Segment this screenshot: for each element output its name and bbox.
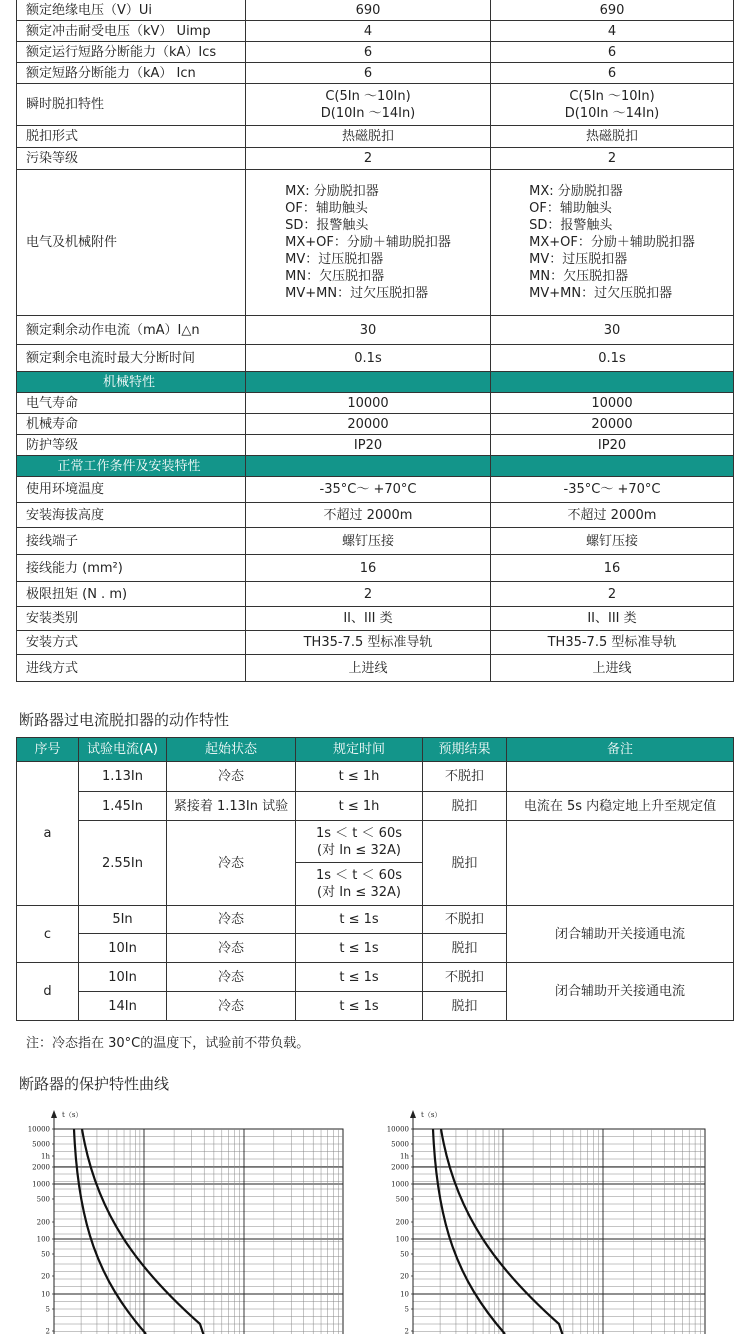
test-current: 5In — [79, 906, 167, 934]
spec-row — [17, 555, 734, 582]
spec-value-col1 — [246, 631, 491, 655]
tick-label: 2 — [45, 1327, 50, 1334]
plot-frame — [413, 1129, 705, 1334]
spec-value: 热磁脱扣 — [341, 129, 394, 144]
spec-row — [17, 63, 734, 84]
spec-value-col1 — [246, 21, 491, 42]
tick-label: 200 — [36, 1218, 50, 1227]
spec-value: -35°C～ +70°C — [319, 482, 417, 497]
spec-value-col2 — [491, 477, 734, 503]
spec-value-col2 — [491, 655, 734, 682]
table-row — [17, 762, 734, 792]
spec-value: 螺钉压接 — [341, 533, 394, 549]
test-current: 1.13In — [79, 762, 167, 792]
spec-value: 16 — [359, 560, 377, 576]
y-axis-arrow — [51, 1110, 57, 1118]
y-axis-arrow — [410, 1110, 416, 1118]
spec-value-col2 — [491, 393, 734, 414]
spec-value-col2 — [491, 435, 734, 456]
section-row — [17, 372, 734, 393]
spec-label: 极限扭矩 (N . m) — [17, 582, 246, 607]
spec-value: 16 — [603, 560, 621, 576]
tick-label: 5 — [404, 1305, 409, 1314]
spec-value-col2 — [491, 345, 734, 372]
tick-label: 50 — [41, 1250, 50, 1259]
header-state: 起始状态 — [167, 738, 296, 762]
spec-row — [17, 477, 734, 503]
spec-row — [17, 126, 734, 148]
table-row — [17, 792, 734, 821]
trip-table — [16, 737, 734, 1021]
spec-value-col1 — [246, 582, 491, 607]
spec-row — [17, 345, 734, 372]
spec-value: 6 — [607, 65, 617, 81]
start-state: 冷态 — [167, 992, 296, 1021]
spec-label: 额定绝缘电压（V）Ui — [17, 0, 246, 21]
time-limit: t ≤ 1s — [296, 963, 423, 992]
spec-value: 上进线 — [348, 660, 388, 676]
spec-value: 20000 — [347, 416, 389, 432]
accessory-item: MX+OF：分励＋辅助脱扣器 — [285, 235, 451, 250]
spec-label: 电气及机械附件 — [17, 170, 246, 316]
spec-value-col1 — [246, 555, 491, 582]
spec-row — [17, 414, 734, 435]
accessory-item: MX+OF：分励＋辅助脱扣器 — [529, 235, 695, 250]
header-current: 试验电流(A) — [79, 738, 167, 762]
spec-value: 10000 — [347, 395, 389, 411]
spec-value-col1 — [246, 414, 491, 435]
group-label: c — [17, 906, 79, 963]
trip-curve-c: C(5In ～10In) — [325, 88, 411, 104]
expected-result: 脱扣 — [423, 792, 507, 821]
spec-label: 额定运行短路分断能力（kA）Ics — [17, 42, 246, 63]
spec-row — [17, 21, 734, 42]
accessory-item: MN：欠压脱扣器 — [285, 269, 385, 284]
spec-value: TH35-7.5 型标准导轨 — [303, 635, 433, 650]
spec-value: 6 — [607, 44, 617, 60]
spec-label: 接线端子 — [17, 528, 246, 555]
spec-label: 脱扣形式 — [17, 126, 246, 148]
spec-value: IP20 — [353, 437, 383, 453]
cold-state-note: 注：冷态指在 30°C的温度下，试验前不带负载。 — [26, 1036, 310, 1051]
plot-frame — [54, 1129, 343, 1334]
axis-label: t（s） — [62, 1111, 83, 1119]
remark: 闭合辅助开关接通电流 — [507, 906, 734, 963]
protection-curve-chart-left — [18, 1104, 348, 1334]
spec-label: 额定剩余动作电流（mA）I△n — [17, 316, 246, 345]
spec-value: 0.1s — [598, 350, 626, 366]
expected-result: 不脱扣 — [423, 762, 507, 792]
spec-value-col1 — [246, 477, 491, 503]
table-row — [17, 963, 734, 992]
spec-row — [17, 435, 734, 456]
spec-value-col1 — [246, 316, 491, 345]
spec-table — [16, 0, 734, 682]
spec-value-col1 — [246, 345, 491, 372]
spec-value: 4 — [607, 23, 617, 39]
spec-value: -35°C～ +70°C — [563, 482, 661, 497]
spec-row — [17, 631, 734, 655]
spec-value-col1 — [246, 63, 491, 84]
accessory-item: MV：过压脱扣器 — [285, 252, 384, 267]
spec-value: 2 — [363, 151, 373, 166]
spec-value-col2 — [491, 42, 734, 63]
expected-result: 脱扣 — [423, 992, 507, 1021]
expected-result: 脱扣 — [423, 821, 507, 906]
tick-label: 1000 — [391, 1180, 409, 1189]
section-fill — [491, 372, 734, 393]
spec-row — [17, 655, 734, 682]
trip-curve-d: D(10In ～14In) — [564, 105, 660, 121]
spec-label: 额定短路分断能力（kA） Icn — [17, 63, 246, 84]
spec-value-col2 — [491, 582, 734, 607]
remark — [507, 762, 734, 792]
spec-value-col2 — [491, 316, 734, 345]
spec-value: 30 — [359, 322, 377, 338]
spec-row — [17, 84, 734, 126]
accessory-item: MX: 分励脱扣器 — [285, 184, 379, 199]
spec-value-col2 — [491, 414, 734, 435]
table-row — [17, 821, 734, 863]
time-range: 1s ＜ t ＜ 60s — [316, 868, 402, 883]
spec-value: 2 — [363, 586, 373, 602]
tick-label: 5 — [45, 1305, 50, 1314]
spec-row — [17, 0, 734, 21]
spec-row — [17, 170, 734, 316]
tick-label: 5000 — [32, 1140, 50, 1149]
remark — [507, 821, 734, 906]
section-title — [17, 456, 246, 477]
spec-value-col2 — [491, 503, 734, 528]
spec-value: 2 — [607, 586, 617, 602]
start-state: 紧接着 1.13In 试验 — [167, 792, 296, 821]
spec-row — [17, 393, 734, 414]
tick-label: 1h — [400, 1152, 409, 1161]
group-label: a — [17, 762, 79, 906]
spec-row — [17, 148, 734, 170]
header-result: 预期结果 — [423, 738, 507, 762]
tick-label: 500 — [36, 1195, 50, 1204]
time-limit: t ≤ 1s — [296, 906, 423, 934]
spec-label: 进线方式 — [17, 655, 246, 682]
tick-label: 2000 — [32, 1163, 50, 1172]
spec-value: 不超过 2000m — [323, 507, 413, 523]
trip-curve-upper — [82, 1129, 204, 1334]
time-limit: t ≤ 1s — [296, 992, 423, 1021]
time-limit: t ≤ 1s — [296, 934, 423, 963]
start-state: 冷态 — [167, 963, 296, 992]
spec-value: II、III 类 — [587, 611, 637, 626]
spec-value-col2 — [491, 555, 734, 582]
spec-value-col1 — [246, 503, 491, 528]
start-state: 冷态 — [167, 762, 296, 792]
spec-label: 电气寿命 — [17, 393, 246, 414]
spec-label: 额定剩余电流时最大分断时间 — [17, 345, 246, 372]
spec-row — [17, 582, 734, 607]
accessory-item: MV+MN：过欠压脱扣器 — [529, 286, 673, 301]
spec-value: 10000 — [591, 395, 633, 411]
spec-value: II、III 类 — [343, 611, 393, 626]
spec-value-col1 — [246, 42, 491, 63]
spec-value: TH35-7.5 型标准导轨 — [547, 635, 677, 650]
tick-label: 50 — [400, 1250, 409, 1259]
trip-curve-d: D(10In ～14In) — [320, 105, 416, 121]
test-current: 2.55In — [79, 821, 167, 906]
spec-label: 污染等级 — [17, 148, 246, 170]
protection-curve-chart-right — [380, 1104, 710, 1334]
spec-value: 不超过 2000m — [567, 507, 657, 523]
spec-row — [17, 316, 734, 345]
spec-label: 安装海拔高度 — [17, 503, 246, 528]
spec-value-col2 — [491, 21, 734, 42]
section-fill — [491, 456, 734, 477]
spec-value-col1 — [246, 0, 491, 21]
spec-label: 防护等级 — [17, 435, 246, 456]
start-state: 冷态 — [167, 934, 296, 963]
header-note: 备注 — [507, 738, 734, 762]
tick-label: 10 — [41, 1290, 50, 1299]
section-title-text: 正常工作条件及安装特性 — [57, 458, 201, 474]
spec-value: 30 — [603, 322, 621, 338]
group-label: d — [17, 963, 79, 1021]
header-index: 序号 — [17, 738, 79, 762]
spec-label: 机械寿命 — [17, 414, 246, 435]
spec-value: 690 — [599, 2, 625, 18]
time-condition: (对 In ≤ 32A) — [317, 842, 401, 858]
spec-row — [17, 503, 734, 528]
tick-label: 1000 — [32, 1180, 50, 1189]
time-limit — [296, 863, 423, 906]
spec-value: 6 — [363, 65, 373, 81]
spec-value-col2 — [491, 170, 734, 316]
accessory-item: OF：辅助触头 — [285, 201, 368, 216]
spec-label: 瞬时脱扣特性 — [17, 84, 246, 126]
spec-value-col1 — [246, 607, 491, 631]
test-current: 14In — [79, 992, 167, 1021]
spec-label: 额定冲击耐受电压（kV） Uimp — [17, 21, 246, 42]
tick-label: 2000 — [391, 1163, 409, 1172]
spec-value: 0.1s — [354, 350, 382, 366]
spec-value: 热磁脱扣 — [585, 129, 638, 144]
expected-result: 不脱扣 — [423, 906, 507, 934]
spec-value: 上进线 — [592, 660, 632, 676]
spec-value-col1 — [246, 84, 491, 126]
spec-value-col2 — [491, 528, 734, 555]
tick-label: 10000 — [386, 1125, 409, 1134]
spec-row — [17, 528, 734, 555]
spec-value-col1 — [246, 435, 491, 456]
spec-value: 6 — [363, 44, 373, 60]
spec-value-col2 — [491, 148, 734, 170]
accessory-item: MN：欠压脱扣器 — [529, 269, 629, 284]
spec-value-col2 — [491, 0, 734, 21]
curve-section-title: 断路器的保护特性曲线 — [19, 1075, 170, 1093]
spec-label: 接线能力 (mm²) — [17, 555, 246, 582]
time-limit — [296, 821, 423, 863]
spec-value-col2 — [491, 84, 734, 126]
spec-value-col1 — [246, 655, 491, 682]
spec-value: IP20 — [597, 437, 627, 453]
accessory-item: MX: 分励脱扣器 — [529, 184, 623, 199]
trip-curve-c: C(5In ～10In) — [569, 88, 655, 104]
expected-result: 脱扣 — [423, 934, 507, 963]
tick-label: 100 — [395, 1235, 409, 1244]
tick-label: 1h — [41, 1152, 50, 1161]
accessory-item: MV+MN：过欠压脱扣器 — [285, 286, 429, 301]
spec-value: 2 — [607, 151, 617, 166]
test-current: 10In — [79, 963, 167, 992]
accessory-item: SD：报警触头 — [529, 218, 613, 233]
time-range: 1s ＜ t ＜ 60s — [316, 825, 402, 841]
trip-section-title: 断路器过电流脱扣器的动作特性 — [19, 711, 230, 729]
spec-label: 使用环境温度 — [17, 477, 246, 503]
start-state: 冷态 — [167, 821, 296, 906]
spec-value-col1 — [246, 170, 491, 316]
spec-value-col1 — [246, 126, 491, 148]
tick-label: 2 — [404, 1327, 409, 1334]
tick-label: 5000 — [391, 1140, 409, 1149]
section-row — [17, 456, 734, 477]
expected-result: 不脱扣 — [423, 963, 507, 992]
spec-value-col2 — [491, 126, 734, 148]
spec-value-col2 — [491, 607, 734, 631]
section-fill — [246, 456, 491, 477]
axis-label: t（s） — [421, 1111, 442, 1119]
spec-value: 20000 — [591, 416, 633, 432]
trip-curve-upper — [441, 1129, 563, 1334]
test-current: 10In — [79, 934, 167, 963]
spec-value: 螺钉压接 — [585, 533, 638, 549]
spec-value: 690 — [355, 2, 381, 18]
tick-label: 20 — [41, 1272, 50, 1281]
spec-value-col2 — [491, 63, 734, 84]
tick-label: 10000 — [27, 1125, 50, 1134]
header-time: 规定时间 — [296, 738, 423, 762]
section-fill — [246, 372, 491, 393]
test-current: 1.45In — [79, 792, 167, 821]
tick-label: 10 — [400, 1290, 409, 1299]
accessory-item: SD：报警触头 — [285, 218, 369, 233]
tick-label: 100 — [36, 1235, 50, 1244]
spec-value-col1 — [246, 148, 491, 170]
tick-label: 500 — [395, 1195, 409, 1204]
section-title — [17, 372, 246, 393]
remark: 电流在 5s 内稳定地上升至规定值 — [507, 792, 734, 821]
accessory-item: OF：辅助触头 — [529, 201, 612, 216]
start-state: 冷态 — [167, 906, 296, 934]
spec-label: 安装方式 — [17, 631, 246, 655]
time-limit: t ≤ 1h — [296, 762, 423, 792]
remark: 闭合辅助开关接通电流 — [507, 963, 734, 1021]
spec-row — [17, 607, 734, 631]
spec-value-col2 — [491, 631, 734, 655]
spec-label: 安装类别 — [17, 607, 246, 631]
tick-label: 200 — [395, 1218, 409, 1227]
spec-value-col1 — [246, 393, 491, 414]
table-row — [17, 906, 734, 934]
spec-row — [17, 42, 734, 63]
section-title-text: 机械特性 — [102, 374, 155, 390]
time-limit: t ≤ 1h — [296, 792, 423, 821]
spec-value: 4 — [363, 23, 373, 39]
tick-label: 20 — [400, 1272, 409, 1281]
accessory-item: MV：过压脱扣器 — [529, 252, 628, 267]
time-condition: (对 In ≤ 32A) — [317, 885, 401, 900]
spec-value-col1 — [246, 528, 491, 555]
